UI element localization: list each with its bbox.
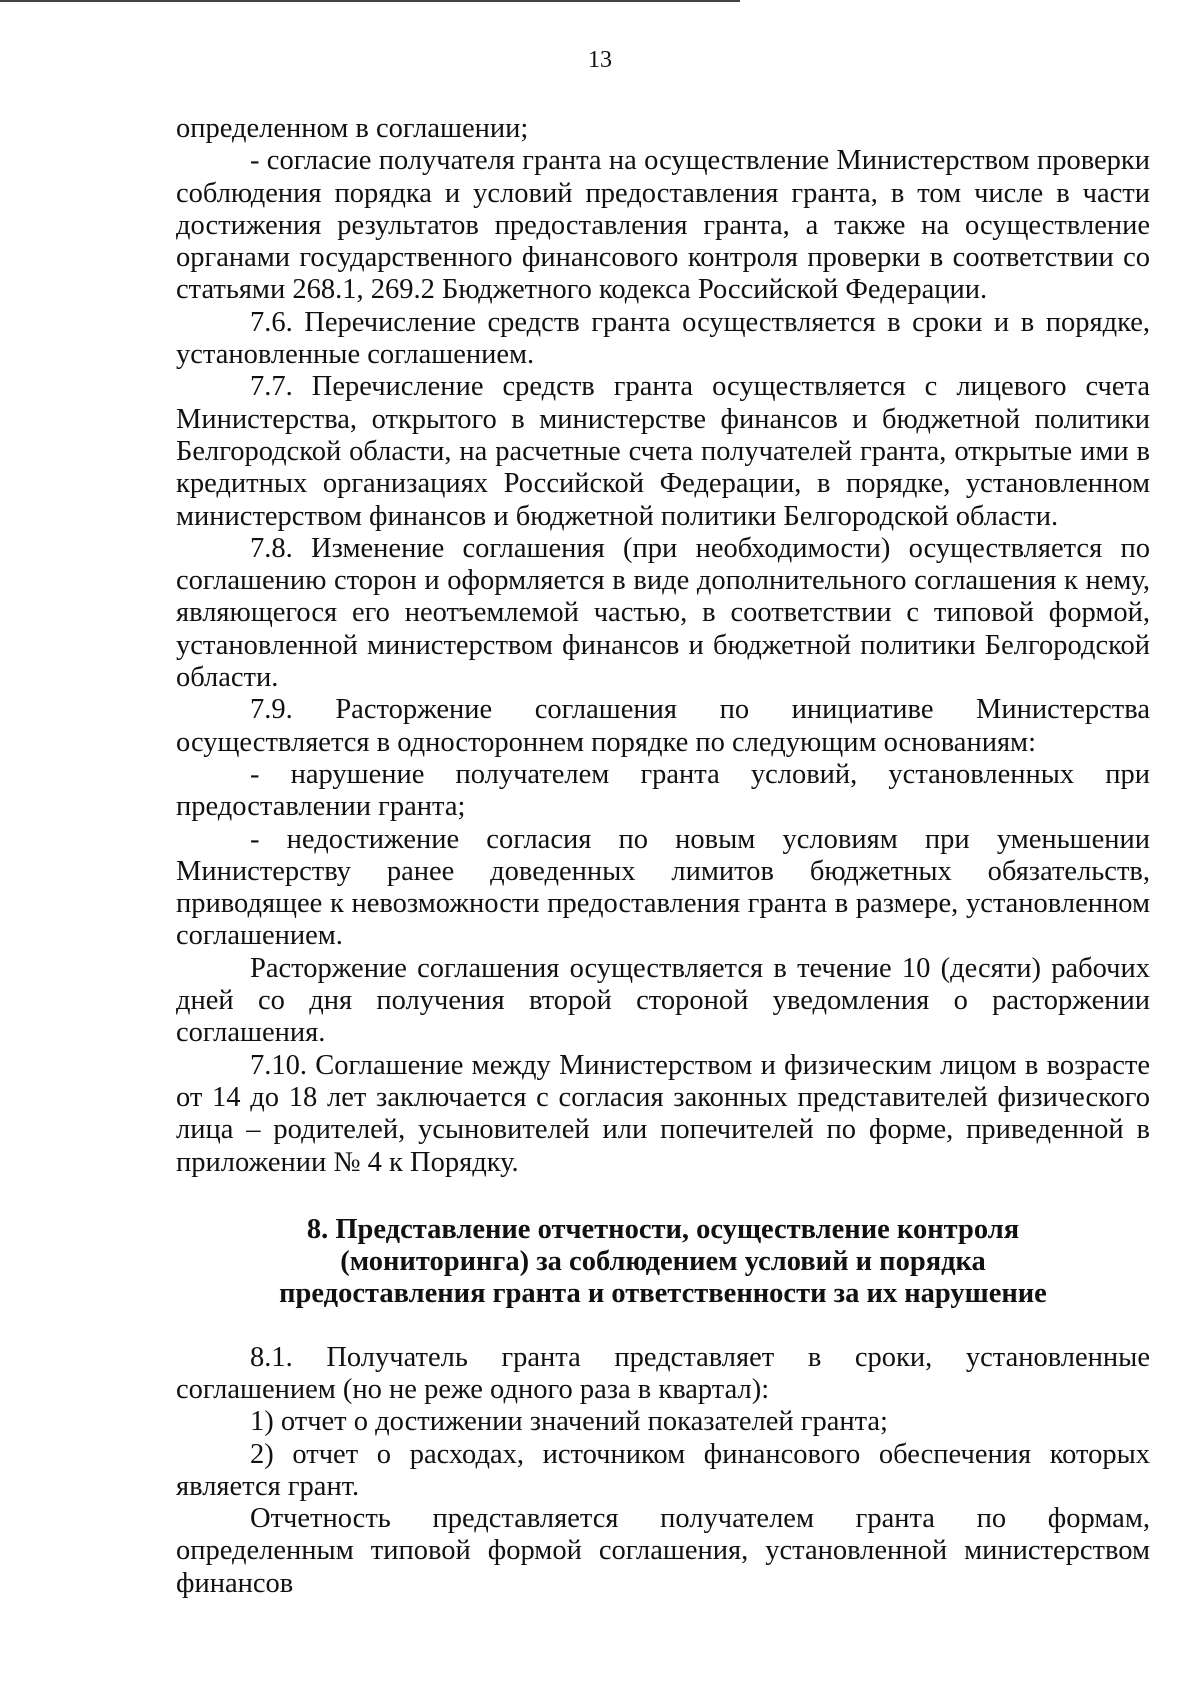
paragraph-p-7-9: 7.9. Расторжение соглашения по инициативе Министерства осуществляется в одностороннем порядке по следующим основаниям: xyxy=(176,694,1150,758)
paragraph-p-cont: определенном в соглашении; xyxy=(176,113,529,144)
paragraph-p-7-6: 7.6. Перечисление средств гранта осуществляется в сроки и в порядке, установленные соглашением. xyxy=(176,306,1150,371)
paragraph-p-report-1: 1) отчет о достижении значений показателей гранта; xyxy=(250,1406,888,1438)
paragraph-p-7-7: 7.7. Перечисление средств гранта осуществляется с лицевого счета Министерства, открытого в министерстве финансов и бюджетной политики Белгородской области, на расчетные счета получателей гранта, открытые ими в кредитных организациях Российской Федерации, в порядке, установленном министерством финансов и бюджетной политики Белгородской области. xyxy=(176,371,1150,532)
section-heading-line-1: 8. Представление отчетности, осуществление контроля xyxy=(306,1213,1020,1245)
paragraphs-before-section xyxy=(176,113,1150,1179)
section-heading-line-2: (мониторинга) за соблюдением условий и порядка xyxy=(340,1246,986,1278)
paragraph-p-report-2: 2) отчет о расходах, источником финансового обеспечения которых является грант. xyxy=(176,1438,1150,1502)
page-number: 13 xyxy=(588,47,612,73)
paragraph-p-consent-check: - согласие получателя гранта на осуществление Министерством проверки соблюдения порядка и условий предоставления гранта, в том числе в части достижения результатов предоставления гранта, а также на осуществление органами государственного финансового контроля проверки в соответствии со статьями 268.1, 269.2 Бюджетного кодекса Российской Федерации. xyxy=(176,145,1150,306)
paragraph-p-7-10: 7.10. Соглашение между Министерством и физическим лицом в возрасте от 14 до 18 лет заключается с согласия законных представителей физического лица – родителей, усыновителей или попечителей по форме, приведенной в приложении № 4 к Порядку. xyxy=(176,1049,1150,1178)
top-border-line xyxy=(0,0,740,2)
paragraph-p-no-agreement: - недостижение согласия по новым условиям при уменьшении Министерству ранее доведенных лимитов бюджетных обязательств, приводящее к невозможности предоставления гранта в размере, установленном соглашением. xyxy=(176,823,1150,952)
section-8-heading xyxy=(176,1214,1150,1311)
document-body xyxy=(176,113,1150,1600)
paragraph-p-violation: - нарушение получателем гранта условий, установленных при предоставлении гранта; xyxy=(176,758,1150,823)
paragraph-p-reporting-forms: Отчетность представляется получателем гранта по формам, определенным типовой формой соглашения, установленной министерством финансов xyxy=(176,1503,1150,1599)
paragraph-p-8-1: 8.1. Получатель гранта представляет в сроки, установленные соглашением (но не реже одного раза в квартал): xyxy=(176,1341,1150,1405)
paragraphs-after-section xyxy=(176,1342,1150,1600)
paragraph-p-7-8: 7.8. Изменение соглашения (при необходимости) осуществляется по соглашению сторон и оформляется в виде дополнительного соглашения к нему, являющегося его неотъемлемой частью, в соответствии с типовой формой, установленной министерством финансов и бюджетной политики Белгородской области. xyxy=(176,532,1150,694)
paragraph-p-termination: Расторжение соглашения осуществляется в течение 10 (десяти) рабочих дней со дня получения второй стороной уведомления о расторжении соглашения. xyxy=(176,952,1150,1049)
section-heading-line-3: предоставления гранта и ответственности за их нарушение xyxy=(279,1278,1047,1310)
